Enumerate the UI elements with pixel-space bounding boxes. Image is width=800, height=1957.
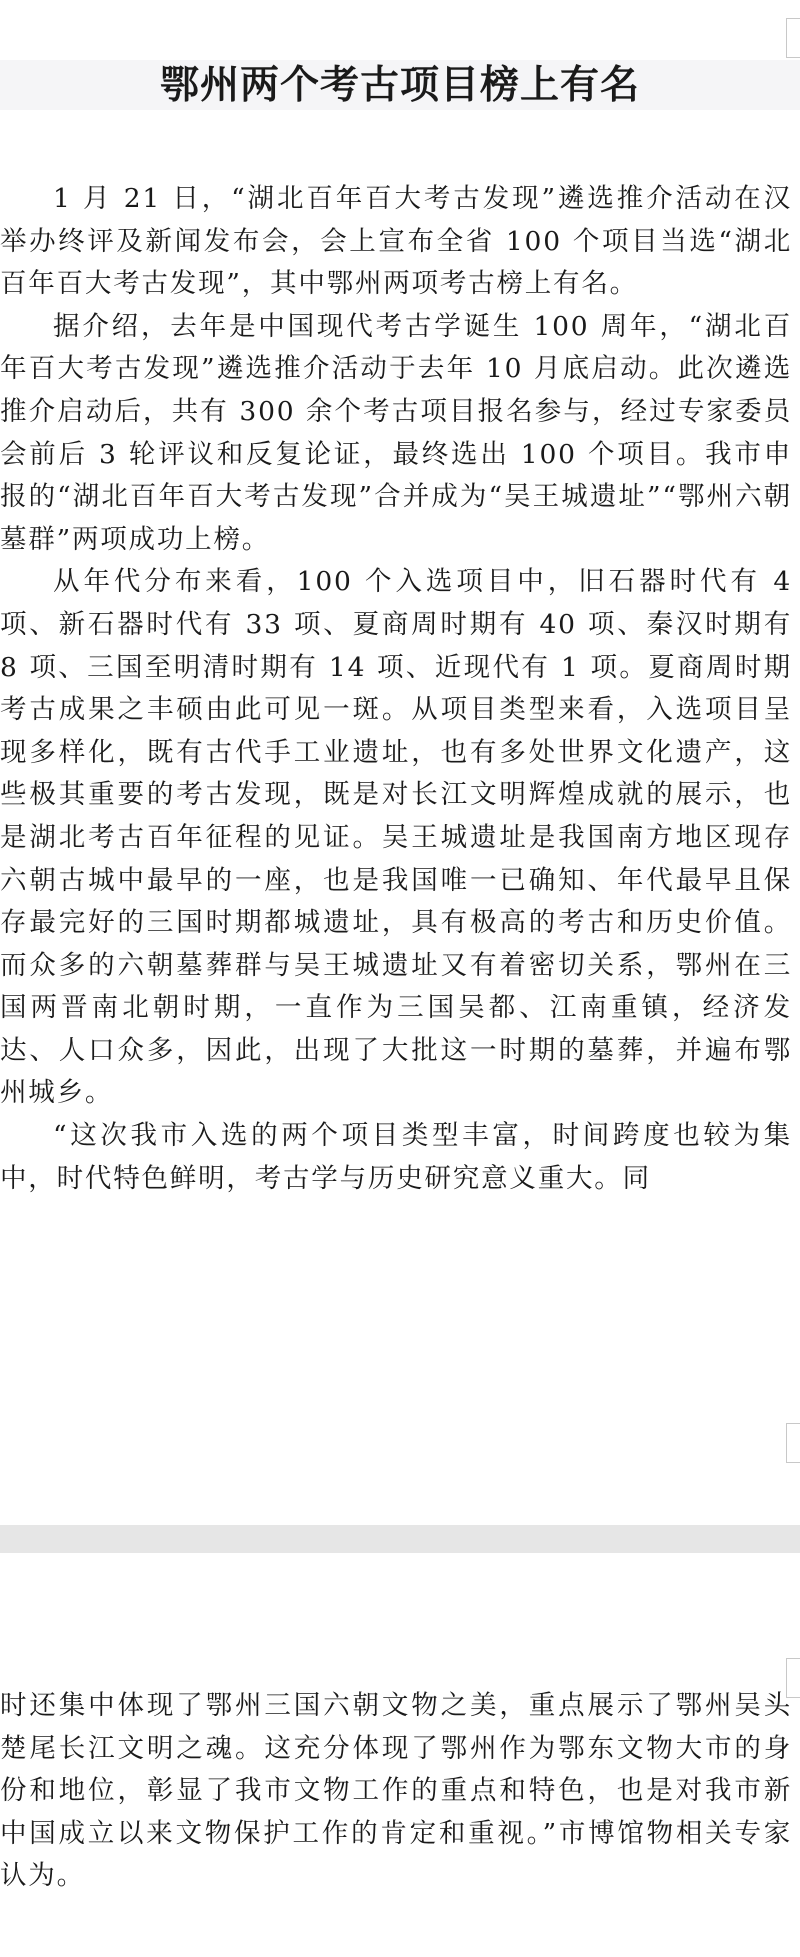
page-corner-mark: [786, 18, 800, 58]
article-body-page-1: [0, 178, 792, 1200]
paragraph: 时还集中体现了鄂州三国六朝文物之美，重点展示了鄂州吴头楚尾长江文明之魂。这充分体现了鄂州作为鄂东文物大市的身份和地位，彰显了我市文物工作的重点和特色，也是对我市新中国成立以来文物保护工作的肯定和重视。”市博馆物相关专家认为。: [0, 1690, 792, 1892]
paragraph: 据介绍，去年是中国现代考古学诞生 100 周年，“湖北百年百大考古发现”遴选推介活动于去年 10 月底启动。此次遴选推介启动后，共有 300 余个考古项目报名参与，经过专家委员会前后 3 轮评议和反复论证，最终选出 100 个项目。我市申报的“湖北百年百大考古发现”合并成为“吴王城遗址”“鄂州六朝墓群”两项成功上榜。: [0, 310, 792, 555]
page-corner-mark: [786, 1423, 800, 1463]
page-separator: [0, 1525, 800, 1553]
paragraph: 1 月 21 日，“湖北百年百大考古发现”遴选推介活动在汉举办终评及新闻发布会，会上宣布全省 100 个项目当选“湖北百年百大考古发现”，其中鄂州两项考古榜上有名。: [0, 183, 792, 300]
paragraph: “这次我市入选的两个项目类型丰富，时间跨度也较为集中，时代特色鲜明，考古学与历史研究意义重大。同: [0, 1120, 792, 1194]
article-title: 鄂州两个考古项目榜上有名: [159, 62, 640, 108]
article-body-page-2: [0, 1685, 792, 1898]
paragraph: 从年代分布来看，100 个入选项目中，旧石器时代有 4 项、新石器时代有 33 项、夏商周时期有 40 项、秦汉时期有 8 项、三国至明清时期有 14 项、近现代有 1 项。夏商周时期考古成果之丰硕由此可见一斑。从项目类型来看，入选项目呈现多样化，既有古代手工业遗址，也有多处世界文化遗产，这些极其重要的考古发现，既是对长江文明辉煌成就的展示，也是湖北考古百年征程的见证。吴王城遗址是我国南方地区现存六朝古城中最早的一座，也是我国唯一已确知、年代最早且保存最完好的三国时期都城遗址，具有极高的考古和历史价值。而众多的六朝墓葬群与吴王城遗址又有着密切关系，鄂州在三国两晋南北朝时期，一直作为三国吴都、江南重镇，经济发达、人口众多，因此，出现了大批这一时期的墓葬，并遍布鄂州城乡。: [0, 566, 792, 1109]
